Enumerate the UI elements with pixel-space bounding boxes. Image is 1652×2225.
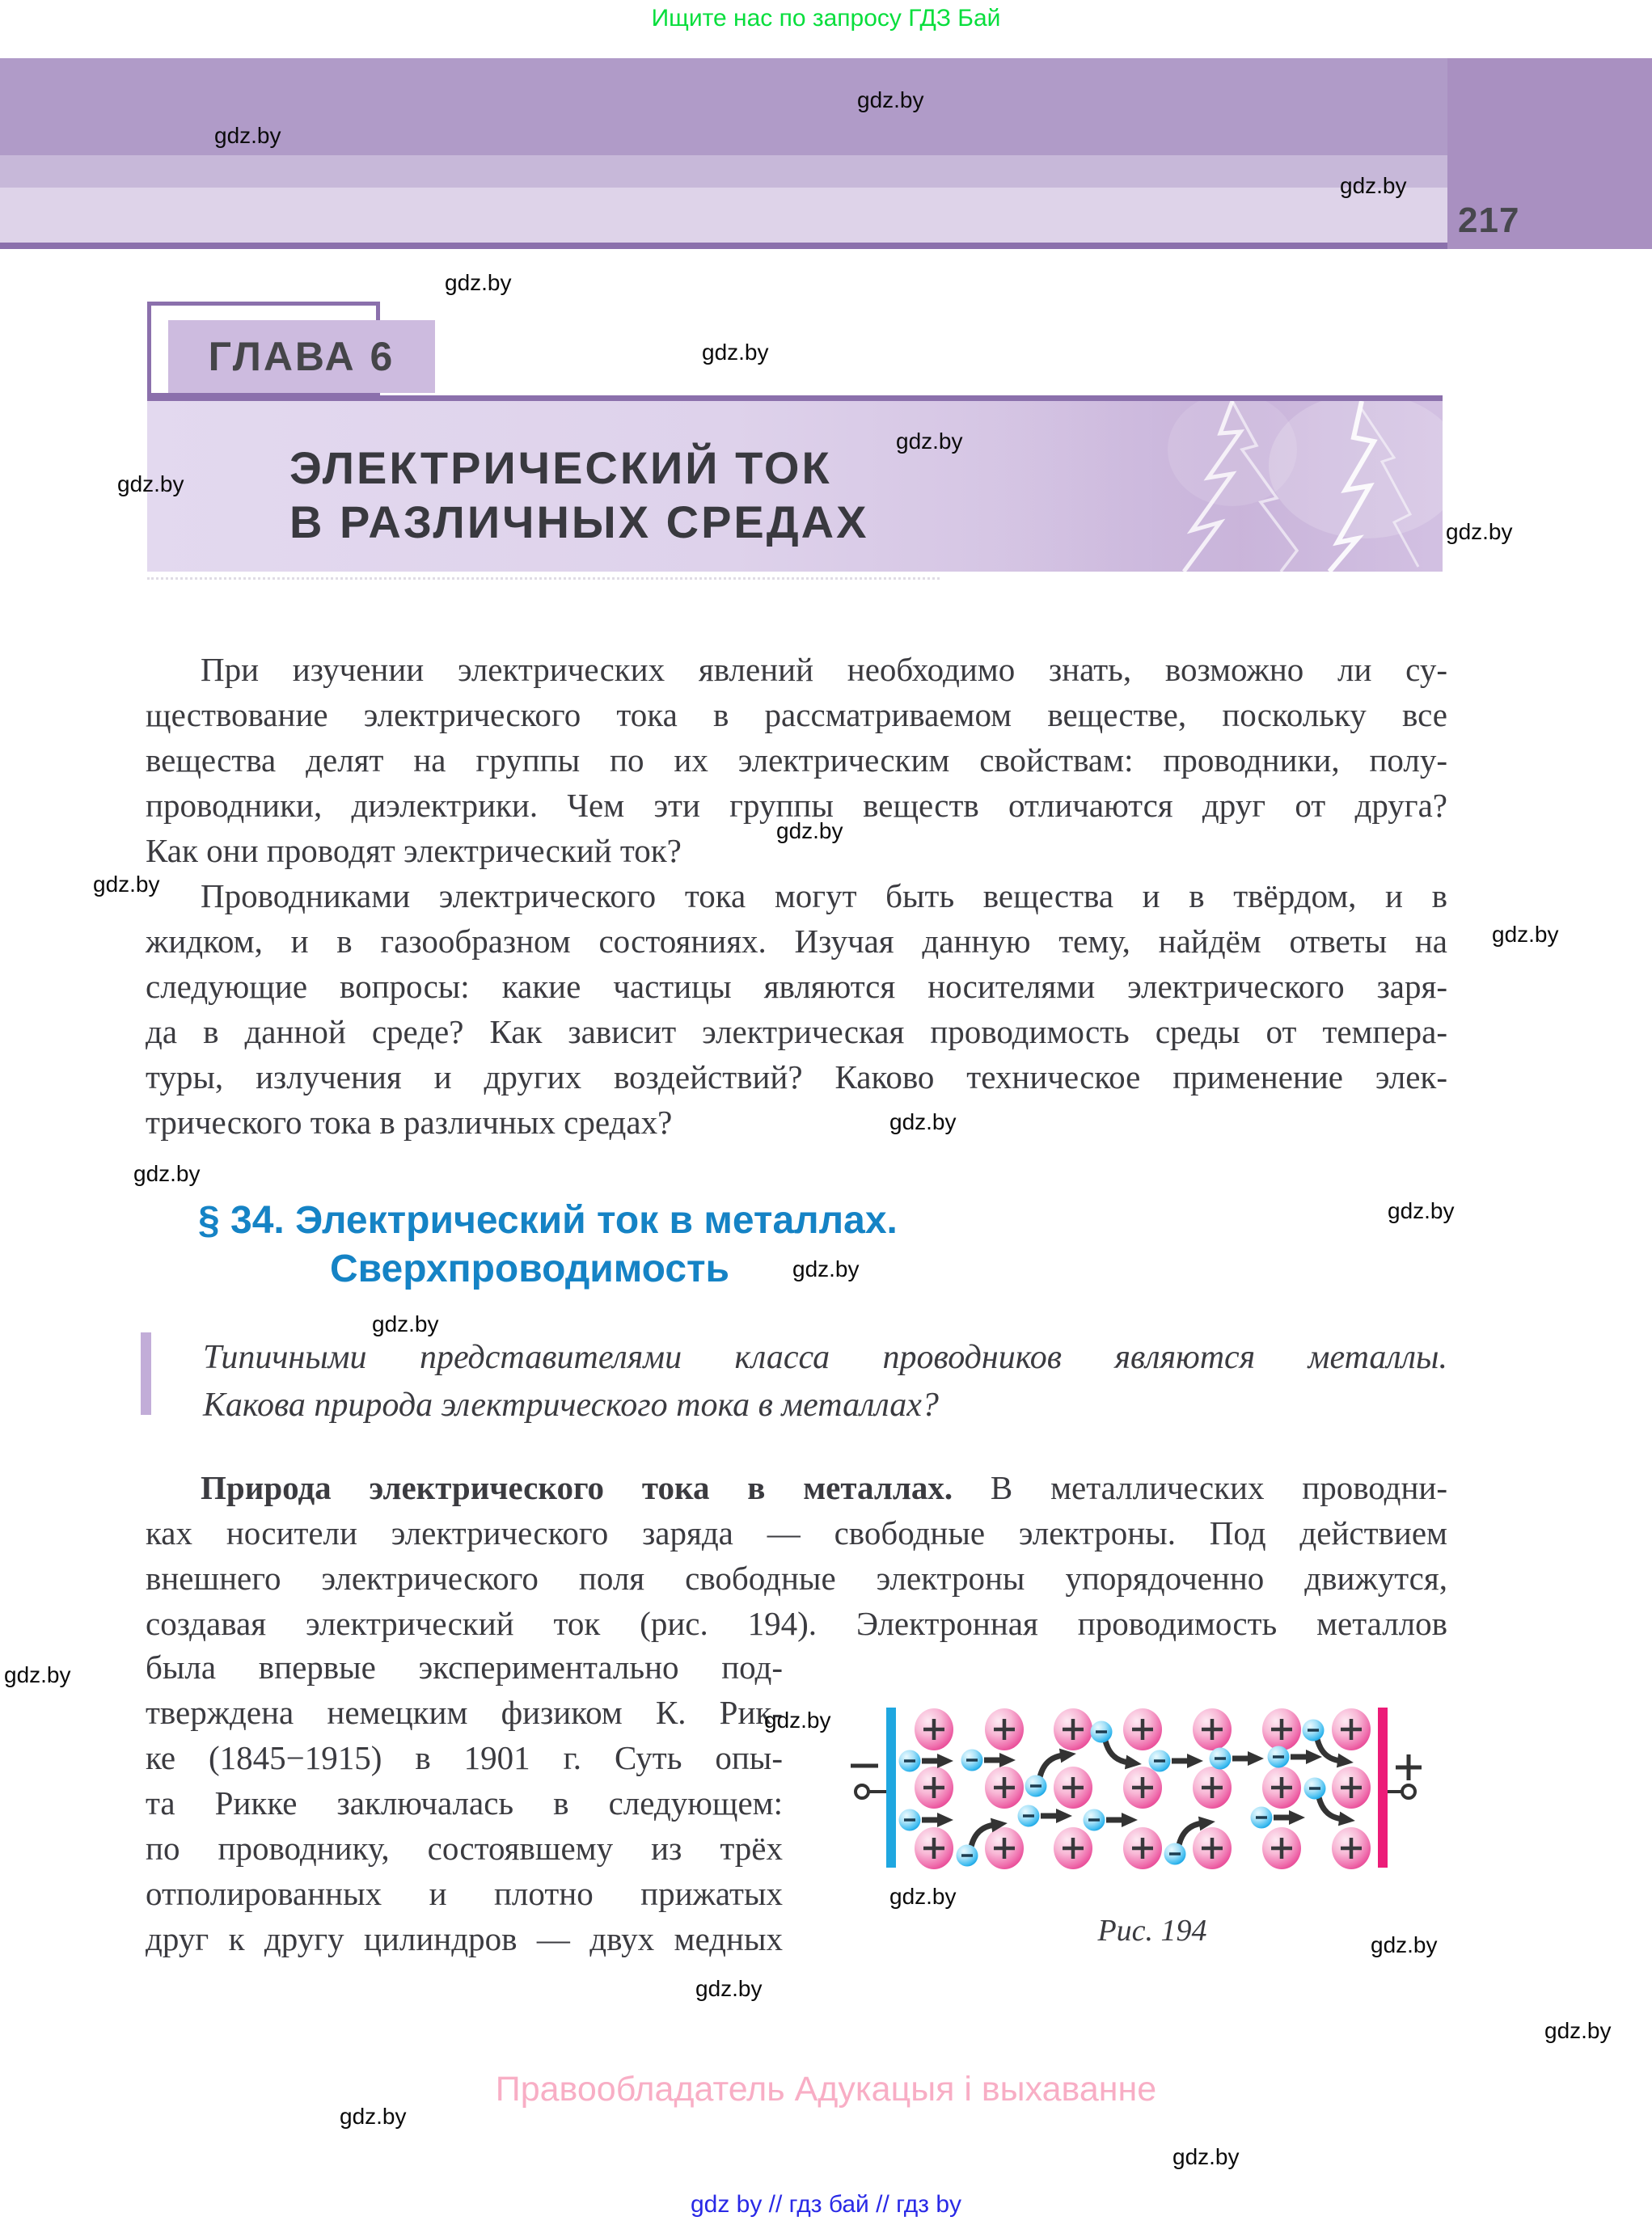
text-line: Проводниками электрического тока могут быть вещества и в твёрдом, и в xyxy=(201,877,1447,914)
text-line: жидком, и в газообразном состояниях. Изучая данную тему, найдём ответы на xyxy=(146,923,1447,960)
text-line: туры, излучения и других воздействий? Каково техническое применение элек- xyxy=(146,1058,1447,1096)
text-line: отполированных и плотно прижатых xyxy=(146,1875,783,1912)
gdz-watermark: gdz.by xyxy=(445,270,512,295)
text-line: ках носители электрического заряда — свободные электроны. Под действием xyxy=(146,1514,1447,1552)
gdz-watermark: gdz.by xyxy=(896,429,963,454)
text-line: Как они проводят электрический ток? xyxy=(146,832,682,869)
page-number: 217 xyxy=(1458,201,1520,240)
gdz-watermark: gdz.by xyxy=(1492,922,1559,947)
quote-accent-bar xyxy=(141,1332,151,1415)
text-line: создавая электрический ток (рис. 194). Электронная проводимость металлов xyxy=(146,1605,1447,1642)
figure-caption: Рис. 194 xyxy=(1097,1914,1207,1948)
section-heading-line2: Сверхпроводимость xyxy=(330,1248,730,1290)
gdz-watermark: gdz.by xyxy=(889,1109,957,1134)
gdz-watermark: gdz.by xyxy=(857,87,924,112)
lightning-image xyxy=(990,401,1443,572)
gdz-watermark: gdz.by xyxy=(372,1311,439,1336)
text-line: та Рикке заключалась в следующем: xyxy=(146,1784,783,1822)
gdz-watermark: gdz.by xyxy=(702,340,769,365)
gdz-watermark: gdz.by xyxy=(1172,2144,1240,2169)
gdz-watermark: gdz.by xyxy=(1544,2018,1612,2043)
text-line: вещества делят на группы по их электрическим свойствам: проводники, полу- xyxy=(146,741,1447,779)
text-line: Типичными представителями класса проводников являются металлы. xyxy=(203,1339,1447,1376)
chapter-label: ГЛАВА 6 xyxy=(208,334,395,379)
page-header-banner xyxy=(0,58,1652,249)
gdz-watermark: gdz.by xyxy=(889,1884,957,1909)
chapter-title-line2: В РАЗЛИЧНЫХ СРЕДАХ xyxy=(289,496,869,547)
right-terminal-node xyxy=(1402,1785,1415,1798)
text-line: При изучении электрических явлений необходимо знать, возможно ли су- xyxy=(201,651,1447,688)
text-line: ке (1845−1915) в 1901 г. Суть опы- xyxy=(146,1739,783,1776)
left-column-text xyxy=(146,1644,783,1961)
gdz-watermark: gdz.by xyxy=(776,818,843,843)
left-terminal-node xyxy=(856,1785,868,1798)
gdz-watermark: gdz.by xyxy=(93,872,160,897)
text-line: следующие вопросы: какие частицы являются носителями электрического заря- xyxy=(146,968,1447,1005)
chapter-label-box xyxy=(168,320,435,393)
intro-paragraph-2 xyxy=(146,873,1447,1145)
gdz-watermark: gdz.by xyxy=(764,1708,831,1733)
gdz-watermark: gdz.by xyxy=(4,1662,71,1687)
gdz-watermark: gdz.by xyxy=(133,1161,201,1186)
figure-electric-current-in-metal xyxy=(841,1698,1423,1885)
gdz-watermark: gdz.by xyxy=(1388,1198,1455,1223)
chapter-title-banner xyxy=(147,401,1443,572)
text-line: да в данной среде? Как зависит электрическая проводимость среды от темпера- xyxy=(146,1013,1447,1050)
text-line: была впервые экспериментально под- xyxy=(146,1649,783,1686)
chapter-rule xyxy=(147,395,1443,401)
gdz-watermark: gdz.by xyxy=(1340,173,1407,198)
text-line: Природа электрического тока в металлах. В металлических проводни- xyxy=(201,1469,1447,1506)
text-line: ществование электрического тока в рассматриваемом веществе, поскольку все xyxy=(146,696,1447,733)
gdz-watermark: gdz.by xyxy=(1446,519,1513,544)
text-line: по проводнику, состоявшему из трёх xyxy=(146,1830,783,1867)
body-paragraph xyxy=(146,1465,1447,1646)
chapter-title-line1: ЭЛЕКТРИЧЕСКИЙ ТОК xyxy=(289,442,832,493)
text-line: тверждена немецким физиком К. Рик- xyxy=(146,1694,783,1731)
text-line: проводники, диэлектрики. Чем эти группы веществ отличаются друг от друга? xyxy=(146,787,1447,824)
text-line: трического тока в различных средах? xyxy=(146,1104,673,1141)
gdz-watermark: gdz.by xyxy=(1371,1932,1438,1957)
section-heading-line1: § 34. Электрический ток в металлах. xyxy=(198,1199,898,1242)
quote-block xyxy=(203,1334,1447,1429)
gdz-watermark: gdz.by xyxy=(792,1256,860,1281)
gdz-watermark: gdz.by xyxy=(214,123,281,148)
scan-artifact-line xyxy=(147,577,940,580)
gdz-watermark: gdz.by xyxy=(695,1976,763,2001)
text-line: внешнего электрического поля свободные электроны упорядоченно движутся, xyxy=(146,1560,1447,1597)
left-electrode xyxy=(886,1708,896,1868)
text-line: друг к другу цилиндров — двух медных xyxy=(146,1920,783,1957)
gdz-watermark: gdz.by xyxy=(117,471,184,496)
electron-motion-arrow xyxy=(1105,1741,1129,1763)
right-electrode xyxy=(1378,1708,1388,1868)
site-promo-text: Ищите нас по запросу ГДЗ Бай xyxy=(651,5,1001,32)
footer-links[interactable]: gdz by // гдз бай // гдз by xyxy=(690,2191,962,2218)
gdz-watermark: gdz.by xyxy=(340,2104,407,2129)
banner-border-line xyxy=(0,243,1652,249)
copyright-text: Правообладатель Адукацыя і выхаванне xyxy=(495,2070,1157,2109)
text-line: Какова природа электрического тока в металлах? xyxy=(203,1387,939,1424)
